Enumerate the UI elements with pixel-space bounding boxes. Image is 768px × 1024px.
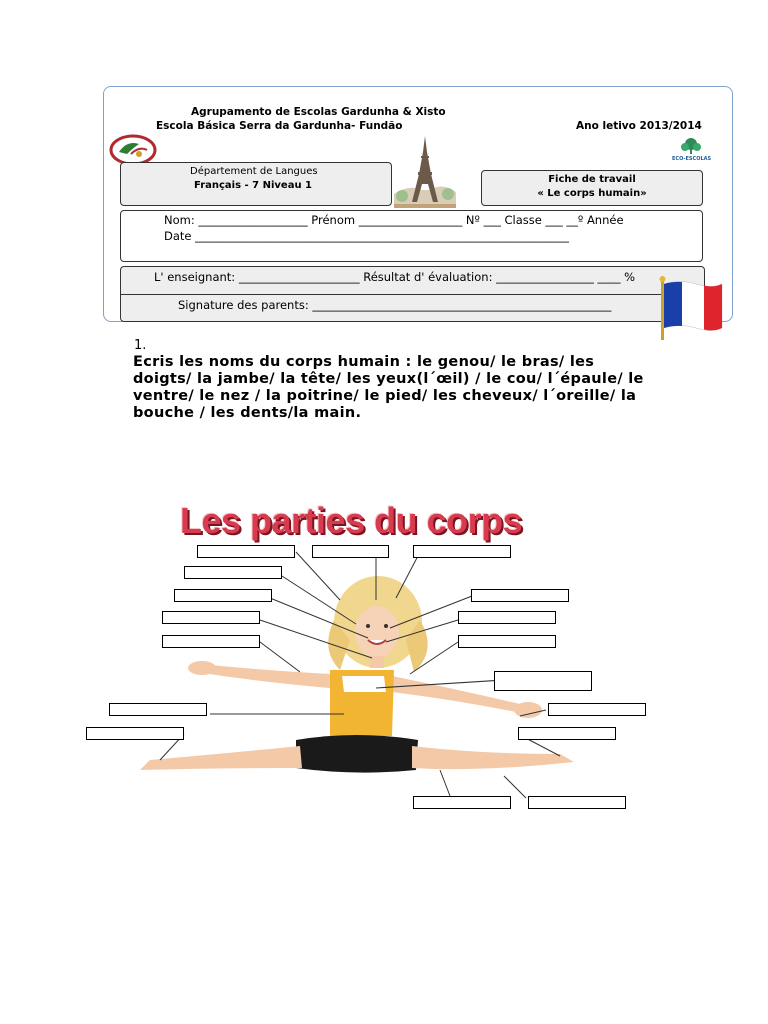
- name-line[interactable]: Nom: ___________________ Prénom __________________ Nº ___ Classe ___ __º Année: [164, 213, 624, 227]
- image-title: Les parties du corps: [180, 500, 523, 541]
- teacher-line[interactable]: L' enseignant: _____________________ Résultat d' évaluation: _________________ ____ %: [154, 270, 636, 284]
- french-flag-icon: [656, 276, 726, 342]
- label-box[interactable]: [413, 796, 511, 809]
- label-box[interactable]: [548, 703, 646, 716]
- label-box[interactable]: [458, 635, 556, 648]
- label-box[interactable]: [471, 589, 569, 602]
- worksheet-topic: « Le corps humain»: [537, 188, 647, 199]
- label-box[interactable]: [458, 611, 556, 624]
- eiffel-tower-illustration: [394, 134, 456, 208]
- evaluation-divider: [120, 294, 705, 295]
- course-level: Français - 7 Niveau 1: [194, 180, 313, 191]
- label-box[interactable]: [312, 545, 389, 558]
- exercise-number: 1.: [134, 338, 147, 353]
- label-box[interactable]: [86, 727, 184, 740]
- label-box[interactable]: [494, 671, 592, 691]
- label-box[interactable]: [528, 796, 626, 809]
- eco-escolas-label: ECO-ESCOLAS: [672, 156, 712, 162]
- worksheet-type: Fiche de travail: [548, 174, 636, 185]
- department-name: Département de Langues: [190, 166, 318, 177]
- signature-line[interactable]: Signature des parents: ____________________________________________________: [178, 298, 612, 312]
- body-parts-illustration: [0, 540, 768, 820]
- label-box[interactable]: [162, 635, 260, 648]
- instruction-line: doigts/ la jambe/ la tête/ les yeux(l´œil) / le cou/ l´épaule/ le: [133, 371, 644, 387]
- label-box[interactable]: [174, 589, 272, 602]
- school-group-name: Agrupamento de Escolas Gardunha & Xisto: [191, 106, 446, 118]
- school-name: Escola Básica Serra da Gardunha- Fundão: [156, 120, 403, 132]
- eco-escolas-logo: [676, 136, 706, 158]
- date-line[interactable]: Date _________________________________________________________________: [164, 229, 569, 243]
- instruction-line: bouche / les dents/la main.: [133, 405, 362, 421]
- instruction-line: ventre/ le nez / la poitrine/ le pied/ les cheveux/ l´oreille/ la: [133, 388, 637, 404]
- label-box[interactable]: [518, 727, 616, 740]
- label-box[interactable]: [413, 545, 511, 558]
- label-box[interactable]: [109, 703, 207, 716]
- label-box[interactable]: [184, 566, 282, 579]
- school-year: Ano letivo 2013/2014: [576, 120, 702, 132]
- label-box[interactable]: [197, 545, 295, 558]
- exercise-instructions: [133, 354, 693, 422]
- label-box[interactable]: [162, 611, 260, 624]
- instruction-line: Ecris les noms du corps humain : le genou/ le bras/ les: [133, 354, 595, 370]
